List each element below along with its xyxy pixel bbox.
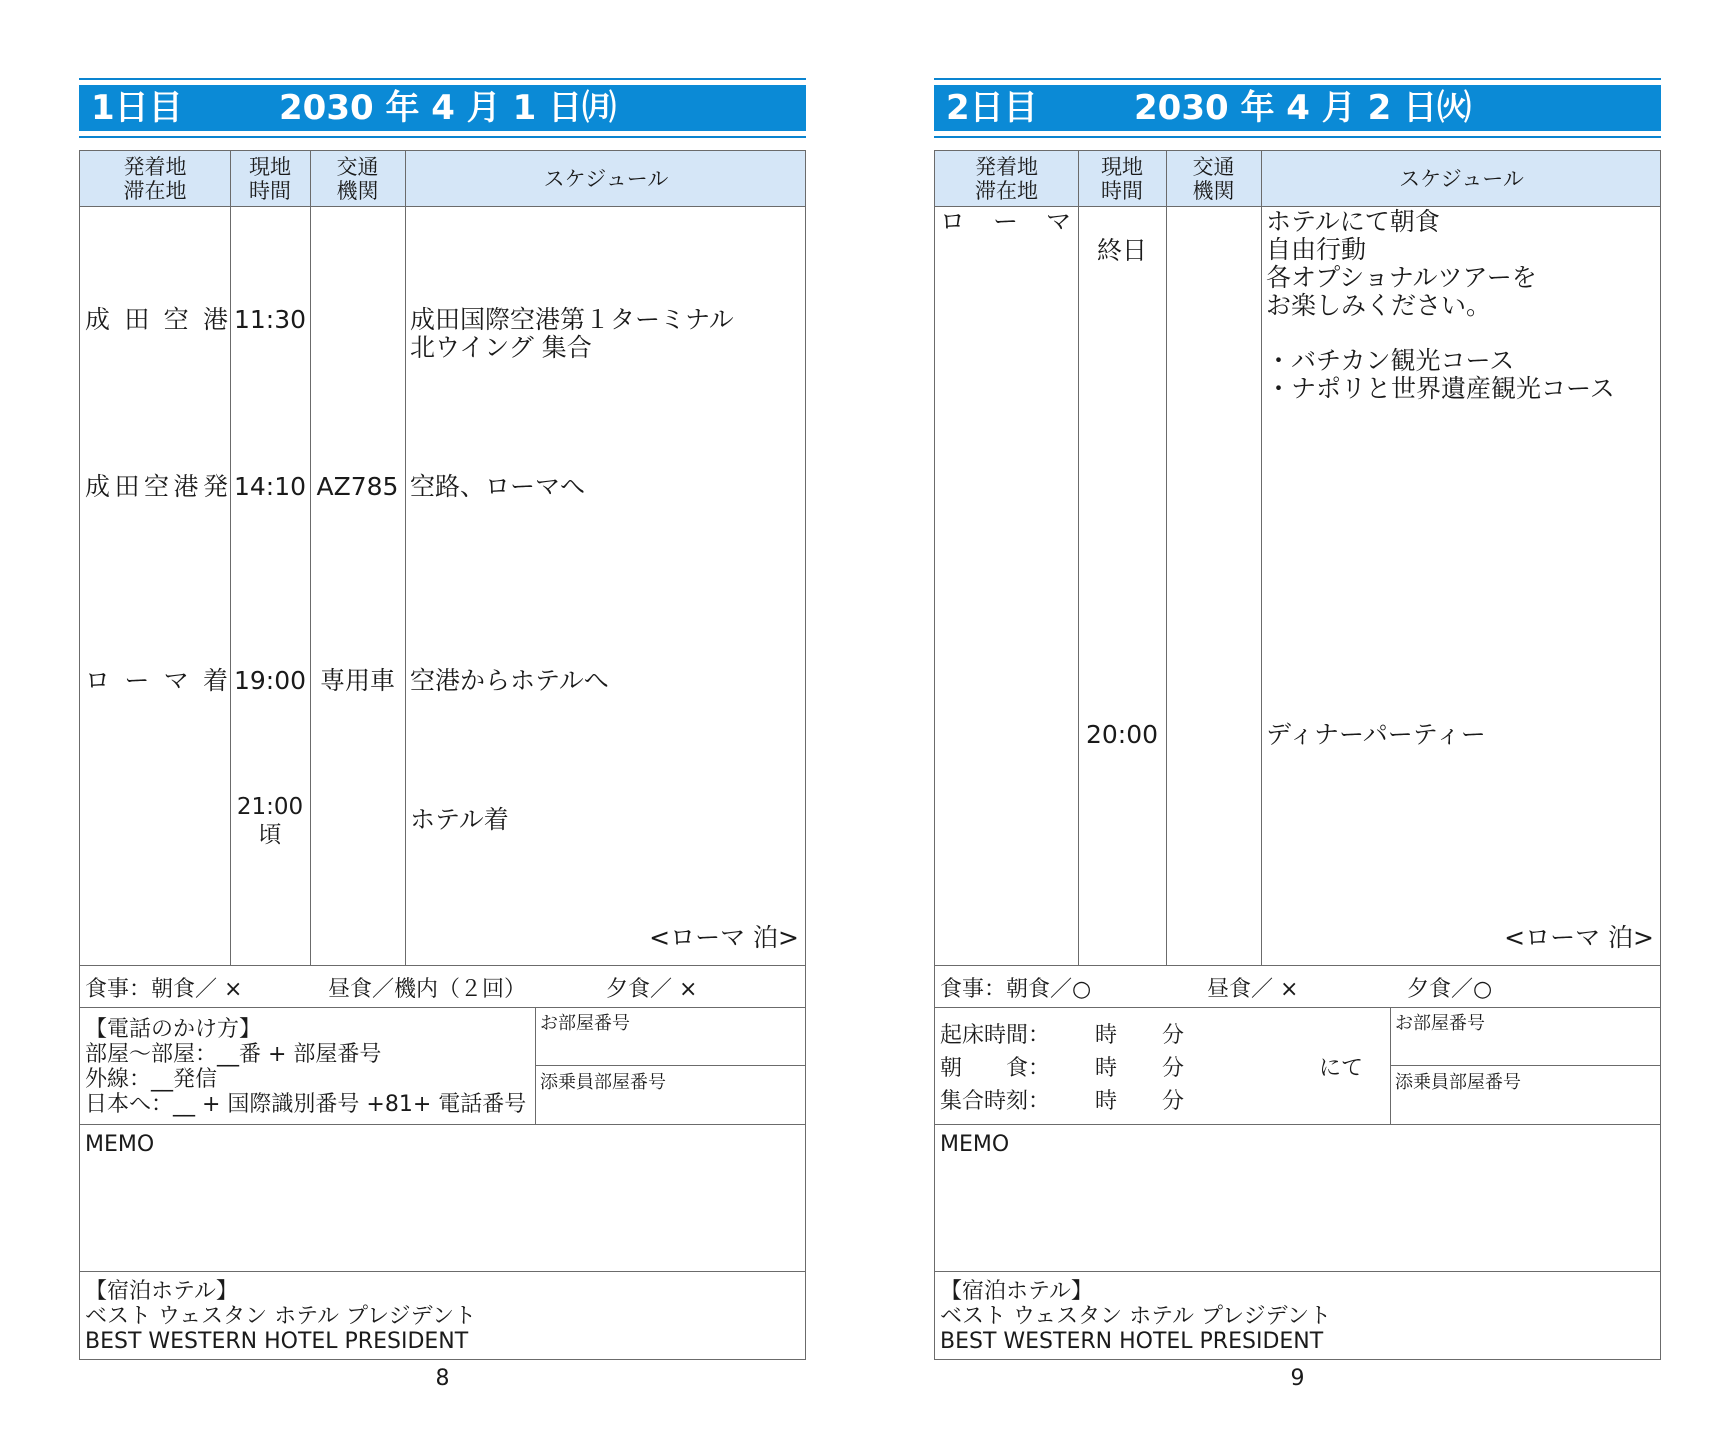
day1-schedule-table: [79, 150, 806, 1360]
day1-phone-room: 部屋〜部屋：__番 + 部屋番号: [85, 1042, 382, 1067]
day1-row1-location: 成 田 空 港: [85, 305, 228, 334]
day2-time-dinner: 20:00: [1085, 720, 1159, 749]
day2-hotel-title: 【宿泊ホテル】: [940, 1279, 1093, 1304]
day2-options: ・バチカン観光コース ・ナポリと世界遺産観光コース: [1266, 346, 1615, 403]
col-origin: 発着地 滞在地: [123, 154, 187, 203]
day1-room-number-label: お部屋番号: [540, 1013, 630, 1034]
day1-meal-lunch: 昼食／機内（２回）: [328, 977, 527, 1002]
day1-escort-room-label: 添乗員部屋番号: [540, 1072, 666, 1093]
day2-escort-room-label: 添乗員部屋番号: [1395, 1072, 1521, 1093]
day1-phone-outside: 外線：__発信: [85, 1067, 218, 1092]
day2-breakfast-hour: 時: [1095, 1056, 1118, 1081]
day1-column-header: [80, 151, 805, 207]
day1-memo-label: MEMO: [85, 1132, 155, 1157]
day1-title-bar: [79, 78, 806, 138]
page-number-8: 8: [435, 1366, 450, 1391]
day2-schedule-main: ホテルにて朝食 自由行動 各オプショナルツアーを お楽しみください。: [1266, 207, 1537, 320]
day1-hotel-name-en: BEST WESTERN HOTEL PRESIDENT: [85, 1329, 469, 1354]
col-transport: 交通 機関: [336, 154, 379, 203]
col-origin: 発着地 滞在地: [975, 154, 1038, 203]
page-day1: [79, 78, 806, 1391]
day2-hotel-name-ja: ベスト ウェスタン ホテル プレジデント: [940, 1304, 1332, 1329]
day1-row4-schedule: ホテル着: [410, 805, 509, 834]
day1-row1-schedule: 成田国際空港第１ターミナル 北ウイング 集合: [410, 305, 734, 362]
day1-meal-dinner: 夕食／ ×: [606, 977, 698, 1002]
day2-memo-label: MEMO: [940, 1132, 1010, 1157]
day1-row2-schedule: 空路、ローマへ: [410, 472, 586, 501]
day1-row3-transport: 専用車: [319, 666, 395, 695]
day2-breakfast-minute: 分: [1162, 1056, 1185, 1081]
day1-row3-schedule: 空港からホテルへ: [410, 666, 609, 695]
day2-wakeup-label: 起床時間：: [940, 1023, 1051, 1048]
day1-meal-breakfast: 食事：朝食／ ×: [85, 977, 243, 1002]
day1-row2-location: 成 田 空 港 発: [85, 472, 228, 501]
day2-meal-breakfast: 食事：朝食／○: [940, 977, 1092, 1002]
day2-breakfast-place: にて: [1319, 1056, 1364, 1081]
day2-wakeup-minute: 分: [1162, 1023, 1185, 1048]
day1-row4-time: 21:00 頃: [236, 794, 304, 848]
day2-meal-lunch: 昼食／ ×: [1207, 977, 1299, 1002]
day2-schedule-dinner: ディナーパーティー: [1266, 720, 1486, 749]
col-time: 現地 時間: [1101, 154, 1143, 203]
col-schedule: スケジュール: [1399, 166, 1524, 191]
day2-schedule-table: [934, 150, 1661, 1360]
day2-meal-dinner: 夕食／○: [1407, 977, 1493, 1002]
day2-overnight: <ローマ 泊>: [1504, 923, 1654, 952]
day2-room-number-label: お部屋番号: [1395, 1013, 1485, 1034]
day1-label: 1日目: [91, 88, 183, 128]
page-number-9: 9: [1290, 1366, 1305, 1391]
day2-assembly-label: 集合時刻：: [940, 1089, 1051, 1114]
day2-location: ロ ー マ: [940, 207, 1071, 236]
day1-phone-title: 【電話のかけ方】: [85, 1017, 262, 1042]
day2-column-header: [935, 151, 1660, 207]
day1-date: 2030 年 4 月 1 日㈪: [279, 88, 617, 128]
day1-row2-transport: AZ785: [316, 472, 399, 501]
day2-date: 2030 年 4 月 2 日㈫: [1134, 88, 1472, 128]
day1-hotel-title: 【宿泊ホテル】: [85, 1279, 238, 1304]
col-transport: 交通 機関: [1192, 154, 1235, 203]
col-time: 現地 時間: [249, 154, 291, 203]
day2-assembly-hour: 時: [1095, 1089, 1118, 1114]
day1-row3-time: 19:00: [233, 666, 307, 695]
day1-row3-location: ロ ー マ 着: [85, 666, 228, 695]
day1-phone-japan: 日本へ：__ + 国際識別番号 +81+ 電話番号: [85, 1092, 527, 1117]
day2-time-allday: 終日: [1096, 236, 1147, 265]
col-schedule: スケジュール: [543, 166, 669, 191]
day2-label: 2日目: [946, 88, 1038, 128]
day1-row1-time: 11:30: [233, 305, 307, 334]
day2-title-bar: [934, 78, 1661, 138]
day2-breakfast-label: 朝 食：: [940, 1056, 1051, 1081]
day2-hotel-name-en: BEST WESTERN HOTEL PRESIDENT: [940, 1329, 1324, 1354]
day2-assembly-minute: 分: [1162, 1089, 1185, 1114]
day1-overnight: <ローマ 泊>: [649, 923, 799, 952]
day1-hotel-name-ja: ベスト ウェスタン ホテル プレジデント: [85, 1304, 477, 1329]
page-day2: [934, 78, 1661, 1391]
day1-row2-time: 14:10: [233, 472, 307, 501]
day2-wakeup-hour: 時: [1095, 1023, 1118, 1048]
